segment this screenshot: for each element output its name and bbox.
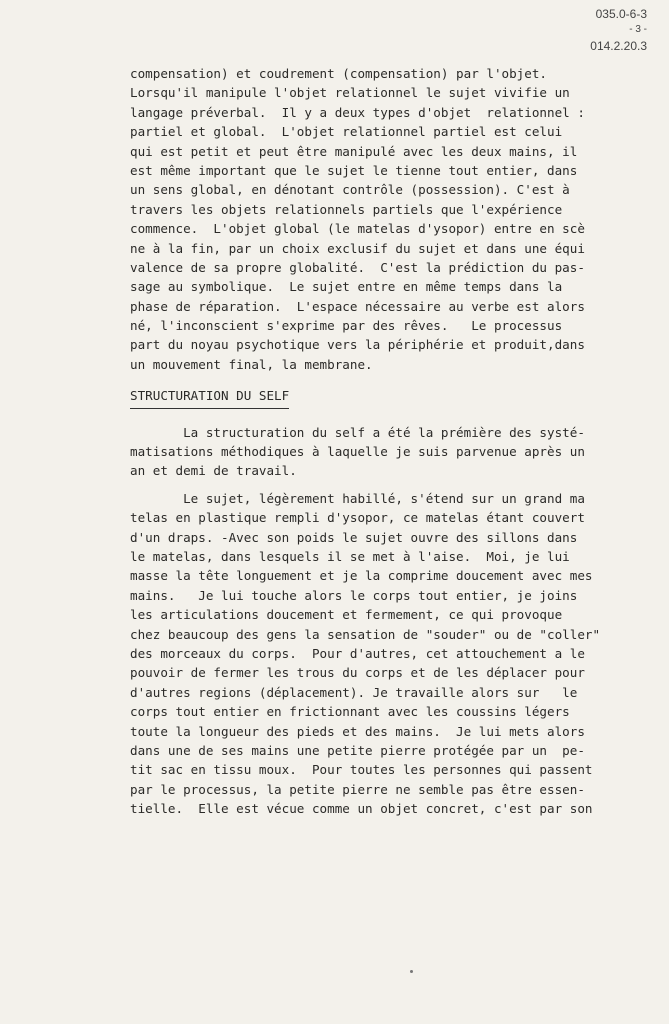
text-line: qui est petit et peut être manipulé avec les deux mains, il bbox=[130, 143, 578, 159]
text-line: tielle. Elle est vécue comme un objet concret, c'est par son bbox=[130, 801, 593, 817]
text-line: phase de réparation. L'espace nécessaire au verbe est alors bbox=[130, 298, 585, 314]
text-line: sage au symbolique. Le sujet entre en même temps dans la bbox=[130, 279, 563, 295]
paragraph-1 bbox=[130, 64, 640, 374]
section-heading: STRUCTURATION DU SELF bbox=[130, 386, 289, 408]
text-line: d'autres regions (déplacement). Je travaille alors sur le bbox=[130, 684, 578, 700]
text-line: par le processus, la petite pierre ne semble pas être essen- bbox=[130, 781, 585, 797]
text-line: telas en plastique rempli d'ysopor, ce matelas étant couvert bbox=[130, 510, 585, 526]
archive-reference bbox=[590, 6, 647, 54]
archive-code-top: 035.0-6-3 bbox=[595, 7, 647, 21]
text-line: La structuration du self a été la prémière des systé- bbox=[130, 424, 585, 440]
paragraph-2 bbox=[130, 423, 640, 481]
section-heading-block bbox=[130, 386, 640, 408]
text-line: des morceaux du corps. Pour d'autres, cet attouchement a le bbox=[130, 645, 585, 661]
document-body bbox=[130, 64, 640, 818]
text-line: est même important que le sujet le tienne tout entier, dans bbox=[130, 162, 578, 178]
archive-code-bottom: 014.2.20.3 bbox=[590, 39, 647, 53]
text-line: mains. Je lui touche alors le corps tout entier, je joins bbox=[130, 587, 578, 603]
text-line: langage préverbal. Il y a deux types d'objet relationnel : bbox=[130, 104, 585, 120]
text-line: d'un draps. -Avec son poids le sujet ouvre des sillons dans bbox=[130, 529, 578, 545]
text-line: né, l'inconscient s'exprime par des rêves. Le processus bbox=[130, 318, 563, 334]
text-line: masse la tête longuement et je la comprime doucement avec mes bbox=[130, 568, 593, 584]
text-line: part du noyau psychotique vers la périphérie et produit,dans bbox=[130, 337, 585, 353]
text-line: an et demi de travail. bbox=[130, 463, 297, 479]
text-line: valence de sa propre globalité. C'est la prédiction du pas- bbox=[130, 259, 585, 275]
text-line: compensation) et coudrement (compensation) par l'objet. bbox=[130, 66, 548, 81]
text-line: le matelas, dans lesquels il se met à l'aise. Moi, je lui bbox=[130, 549, 570, 564]
text-line: les articulations doucement et fermement, ce qui provoque bbox=[130, 607, 563, 623]
text-line: dans une de ses mains une petite pierre protégée par un pe- bbox=[130, 742, 585, 758]
page-number: - 3 - bbox=[629, 24, 647, 35]
text-line: corps tout entier en frictionnant avec les coussins légers bbox=[130, 704, 570, 720]
text-line: tit sac en tissu moux. Pour toutes les personnes qui passent bbox=[130, 762, 593, 778]
text-line: chez beaucoup des gens la sensation de "souder" ou de "coller" bbox=[130, 626, 601, 642]
paragraph-3 bbox=[130, 489, 640, 819]
text-line: un sens global, en dénotant contrôle (possession). C'est à bbox=[130, 182, 570, 198]
text-line: travers les objets relationnels partiels que l'expérience bbox=[130, 201, 563, 217]
text-line: un mouvement final, la membrane. bbox=[130, 356, 373, 372]
text-line: matisations méthodiques à laquelle je suis parvenue après un bbox=[130, 444, 585, 460]
text-line: Le sujet, légèrement habillé, s'étend sur un grand ma bbox=[130, 490, 585, 506]
text-line: partiel et global. L'objet relationnel partiel est celui bbox=[130, 124, 563, 140]
text-line: pouvoir de fermer les trous du corps et de les déplacer pour bbox=[130, 665, 585, 681]
text-line: Lorsqu'il manipule l'objet relationnel le sujet vivifie un bbox=[130, 85, 570, 101]
text-line: commence. L'objet global (le matelas d'ysopor) entre en scè bbox=[130, 221, 585, 237]
text-line: ne à la fin, par un choix exclusif du sujet et dans une équi bbox=[130, 240, 585, 256]
paper-speck bbox=[410, 970, 413, 973]
text-line: toute la longueur des pieds et des mains. Je lui mets alors bbox=[130, 723, 585, 739]
